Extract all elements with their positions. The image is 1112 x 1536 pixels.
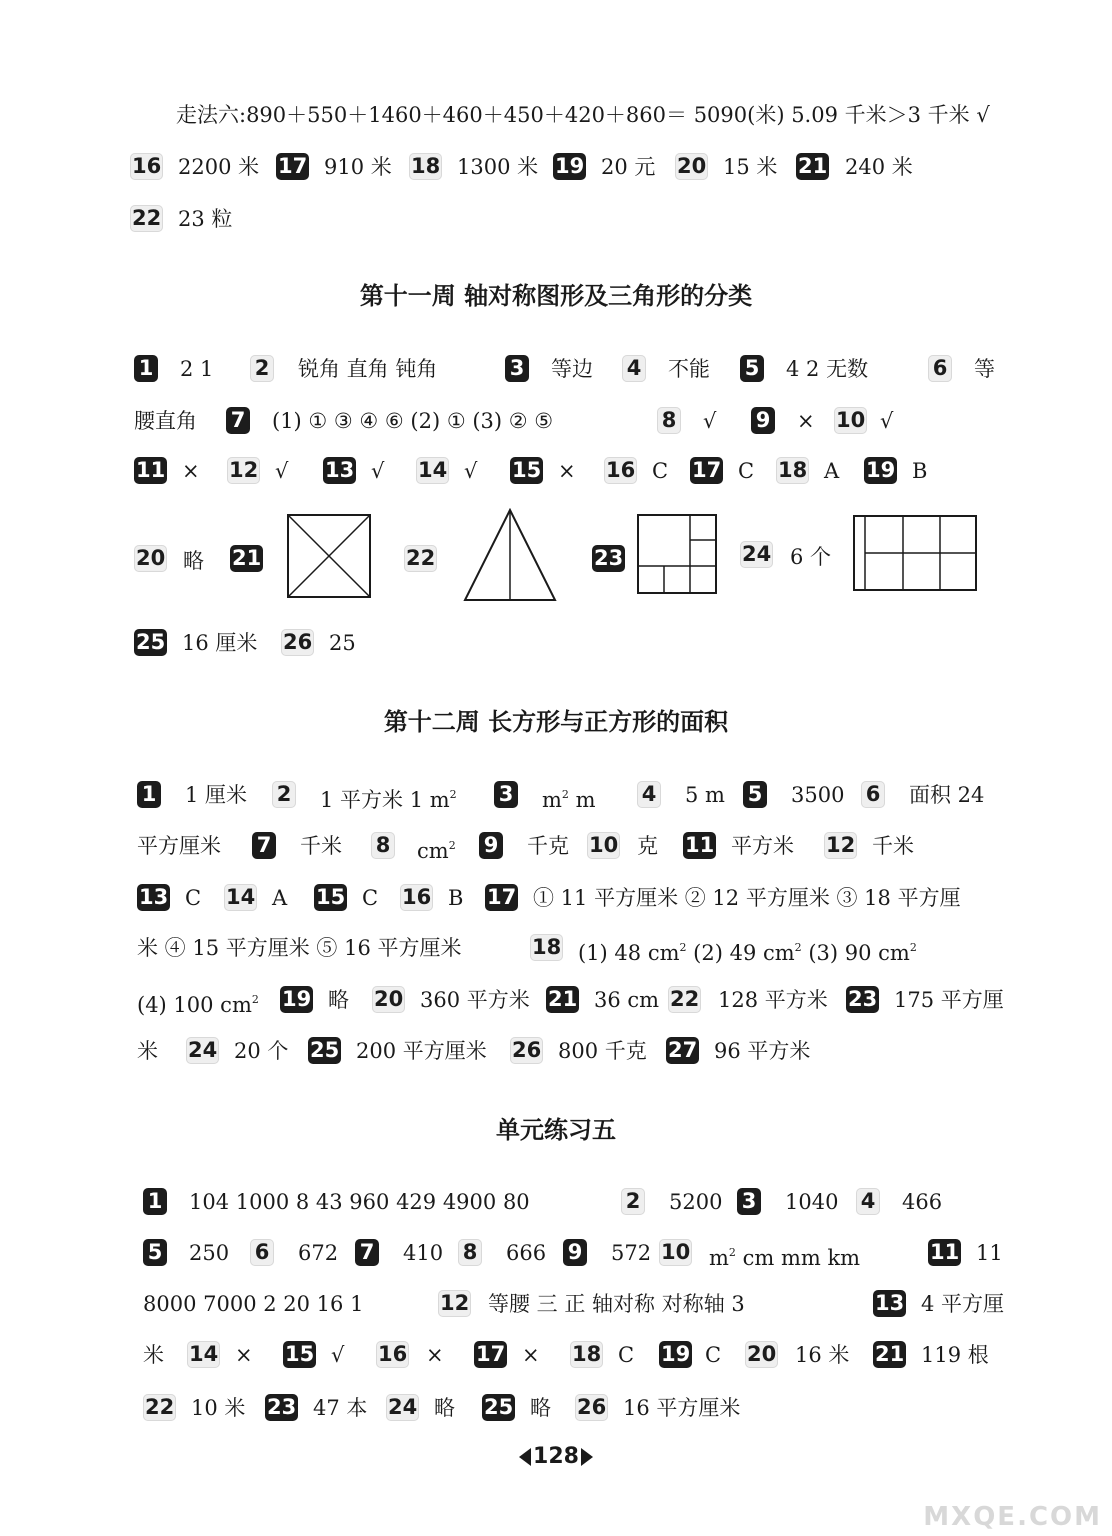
question-number: 5 [740,355,764,382]
superscript: 2 [909,941,917,954]
answer-text: 410 [403,1241,444,1265]
answer-text: 千克 [527,834,569,858]
answer-line [0,1034,1112,1068]
answer-text: 平方米 [731,834,794,858]
answer-text: 略 [183,549,204,573]
answer-text: C [738,459,755,483]
answer-line [0,626,1112,660]
question-number: 26 [577,1395,607,1419]
question-number: 16 [402,885,432,909]
question-number: 24 [742,542,772,566]
question-number: 8 [657,407,681,434]
question-number: 4 [637,781,661,808]
answer-text: B [448,886,464,910]
answer-line [0,881,1112,915]
question-number: 15 [316,885,346,909]
question-number: 11 [685,833,715,857]
question-number: 7 [355,1239,379,1266]
question-number: 13 [325,458,355,482]
answer-line [0,1287,1112,1321]
answer-text: 等边 [551,357,593,381]
question-number: 20 [374,987,404,1011]
answer-line [0,1391,1112,1425]
answer-text: × [522,1343,540,1367]
continued-text: 米 [137,1039,158,1063]
answer-line [0,983,1112,1017]
answer-text: 15 米 [723,155,778,179]
answer-text: B [912,459,928,483]
question-number: 25 [310,1038,340,1062]
question-number: 23 [594,546,624,570]
answer-text: 250 [189,1241,230,1265]
question-number: 3 [737,1188,761,1215]
answer-text: 1 平方米 1 $m^2$ [320,788,457,812]
question-number: 19 [661,1342,691,1366]
question-number: 12 [229,458,259,482]
superscript: 2 [794,941,802,954]
question-number: 9 [479,832,503,859]
answer-line [0,1236,1112,1270]
square-with-diagonals-figure [287,514,371,598]
answer-text: $m^2$ m [542,788,596,812]
continued-text: 米 [143,1343,164,1367]
question-number: 18 [532,935,562,959]
question-number: 1 [143,1188,167,1215]
answer-line [0,352,1112,386]
question-number: 1 [137,781,161,808]
answer-text: 略 [434,1396,455,1420]
answer-line [0,1338,1112,1372]
question-number: 3 [494,781,518,808]
divided-square-figure [637,514,717,594]
question-number: 11 [136,458,166,482]
answer-text: $m^2$ cm mm km [709,1246,861,1270]
triangle-with-median-figure [463,508,557,602]
answer-text: 锐角 直角 钝角 [298,357,438,381]
answer-text: 910 米 [324,155,392,179]
question-number: 21 [548,987,578,1011]
answer-text: ① 11 平方厘米 ② 12 平方厘米 ③ 18 平方厘 [533,886,961,910]
answer-line [0,150,1112,184]
answer-text: 20 元 [601,155,656,179]
question-number: 9 [563,1239,587,1266]
answer-text: 略 [530,1396,551,1420]
outer-square [638,515,716,593]
question-number: 7 [226,407,250,434]
question-number: 15 [285,1342,315,1366]
question-number: 18 [778,458,808,482]
section-title-unit5: 单元练习五 [496,1115,616,1144]
question-number: 6 [928,355,952,382]
answer-text: 572 [611,1241,652,1265]
question-number: 17 [692,458,722,482]
continued-text: 8000 7000 2 20 16 1 [143,1292,364,1316]
answer-text: A [272,886,288,910]
answer-text: 略 [328,988,349,1012]
answer-text: 240 米 [845,155,913,179]
answer-text: 10 米 [191,1396,246,1420]
question-number: 22 [670,987,700,1011]
answer-text: 128 平方米 [718,988,828,1012]
answer-text: 千米 [300,834,342,858]
question-number: 10 [589,833,619,857]
answer-text: 11 [976,1241,1003,1265]
answer-text: 666 [506,1241,547,1265]
answer-text: C [185,886,202,910]
answer-text: 800 千克 [558,1039,647,1063]
question-number: 1 [134,355,158,382]
answer-text: 等 [974,357,995,381]
superscript: 2 [448,839,456,852]
section-title-week12: 第十二周 长方形与正方形的面积 [383,707,729,736]
page-number [0,1444,1112,1469]
question-number: 19 [555,154,585,178]
answer-text: 20 个 [234,1039,289,1063]
question-number: 16 [606,458,636,482]
question-number: 2 [621,1188,645,1215]
answer-text: 200 平方厘米 [356,1039,487,1063]
answer-line [0,454,1112,488]
answer-text: 5200 [669,1190,723,1214]
answer-text: √ [464,459,478,483]
answer-line [0,404,1112,438]
question-number: 4 [856,1188,880,1215]
question-number: 24 [388,1395,418,1419]
answer-text: × [235,1343,253,1367]
answer-text: √ [703,409,717,433]
answer-text: 119 根 [921,1343,989,1367]
superscript: 2 [679,941,687,954]
answer-text: A [824,459,840,483]
question-number: 7 [252,832,276,859]
answer-text: × [558,459,576,483]
answer-text: 16 米 [795,1343,850,1367]
answer-text: C [705,1343,722,1367]
answer-text: C [652,459,669,483]
question-number: 21 [875,1342,905,1366]
question-number: 12 [826,833,856,857]
superscript: 2 [728,1246,736,1259]
question-number: 6 [250,1239,274,1266]
answer-text: 3500 [791,783,845,807]
question-number: 8 [458,1239,482,1266]
answer-text: 不能 [668,357,710,381]
arrow-right-icon [581,1448,593,1466]
question-number: 20 [136,546,166,570]
answer-text: 16 厘米 [182,631,258,655]
answer-text: 96 平方米 [714,1039,811,1063]
answer-line [0,1185,1112,1219]
answer-text: × [797,409,815,433]
question-number: 13 [139,885,169,909]
answer-text: 16 平方厘米 [623,1396,741,1420]
section-title-week11: 第十一周 轴对称图形及三角形的分类 [359,281,753,310]
question-number: 14 [226,885,256,909]
answer-text: 千米 [872,834,914,858]
question-number: 20 [677,154,707,178]
answer-line [0,202,1112,236]
answer-text: 1 厘米 [185,783,248,807]
page-number-text: 128 [533,1444,579,1469]
answer-text: 47 本 [313,1396,368,1420]
continued-text: 米 ④ 15 平方厘米 ⑤ 16 平方厘米 [137,936,462,960]
question-number: 19 [282,987,312,1011]
question-number: 22 [406,546,436,570]
answer-line [0,931,1112,965]
question-number: 10 [836,408,866,432]
question-number: 15 [512,458,542,482]
question-number: 17 [278,154,308,178]
watermark: MXQE.COM [923,1502,1102,1532]
question-number: 17 [487,885,517,909]
continued-text: (4) 100 $cm^2$ [137,993,259,1017]
question-number: 22 [132,206,162,230]
answer-text: 25 [329,631,356,655]
question-number: 25 [136,630,166,654]
answer-text: 等腰 三 正 轴对称 对称轴 3 [488,1292,745,1316]
superscript: 2 [561,788,569,801]
question-number: 27 [668,1038,698,1062]
answer-text: × [182,459,200,483]
answer-text: √ [275,459,289,483]
question-number: 2 [272,781,296,808]
answer-text: 360 平方米 [420,988,530,1012]
question-number: 26 [512,1038,542,1062]
answer-text: C [618,1343,635,1367]
question-number: 16 [378,1342,408,1366]
question-number: 25 [484,1395,514,1419]
question-number: 8 [371,832,395,859]
question-number: 10 [661,1240,691,1264]
answer-text: 1040 [785,1190,839,1214]
answer-line [0,778,1112,812]
question-number: 9 [751,407,775,434]
question-number: 23 [267,1395,297,1419]
walk-method-six-line [0,98,1112,132]
answer-text: 104 1000 8 43 960 429 4900 80 [189,1190,530,1214]
continued-text: 腰直角 [134,409,197,433]
question-number: 4 [622,355,646,382]
continued-text: 平方厘米 [137,834,221,858]
question-number: 5 [743,781,767,808]
answer-text: × [426,1343,444,1367]
question-number: 14 [418,458,448,482]
question-number: 17 [476,1342,506,1366]
arrow-left-icon [519,1448,531,1466]
question-number: 13 [875,1291,905,1315]
question-number: 6 [861,781,885,808]
answer-text: 4 2 无数 [786,357,869,381]
answer-text: √ [880,409,894,433]
answer-text: (1) 48 $cm^2$ (2) 49 $cm^2$ (3) 90 $cm^2$ [578,941,917,965]
answer-text: C [362,886,379,910]
question-number: 23 [848,987,878,1011]
question-number: 18 [411,154,441,178]
question-number: 22 [145,1395,175,1419]
question-number: 5 [143,1239,167,1266]
answer-text: 5 m [685,783,725,807]
answer-text: 6 个 [790,545,832,569]
question-number: 14 [189,1342,219,1366]
question-number: 2 [250,355,274,382]
question-number: 11 [930,1240,960,1264]
answer-text: √ [331,1343,345,1367]
question-number: 26 [283,630,313,654]
question-number: 3 [505,355,529,382]
question-number: 19 [866,458,896,482]
superscript: 2 [449,788,457,801]
answer-text: $cm^2$ [417,839,456,863]
question-number: 18 [572,1342,602,1366]
answer-text: 克 [637,834,658,858]
question-number: 12 [440,1291,470,1315]
answer-text: 2200 米 [178,155,260,179]
answer-text: 4 平方厘 [921,1292,1005,1316]
answer-text: 面积 24 [909,783,985,807]
rectangle-grid-figure [853,515,977,591]
answer-text: 36 cm [594,988,660,1012]
question-number: 21 [798,154,828,178]
answer-text: 23 粒 [178,207,233,231]
question-number: 20 [747,1342,777,1366]
question-number: 24 [188,1038,218,1062]
question-number: 16 [132,154,162,178]
answer-text: 175 平方厘 [894,988,1004,1012]
answer-line [0,829,1112,863]
walk-six-text: 走法六:890＋550＋1460＋460＋450＋420＋860＝ 5090(米) 5.09 千米＞3 千米 √ [176,103,990,127]
answer-text: 672 [298,1241,339,1265]
answer-text: 2 1 [180,357,214,381]
answer-text: √ [371,459,385,483]
question-number: 21 [232,546,262,570]
answer-text: 466 [902,1190,943,1214]
answer-text: (1) ① ③ ④ ⑥ (2) ① (3) ② ⑤ [272,409,554,433]
answer-text: 1300 米 [457,155,539,179]
superscript: 2 [251,993,259,1006]
